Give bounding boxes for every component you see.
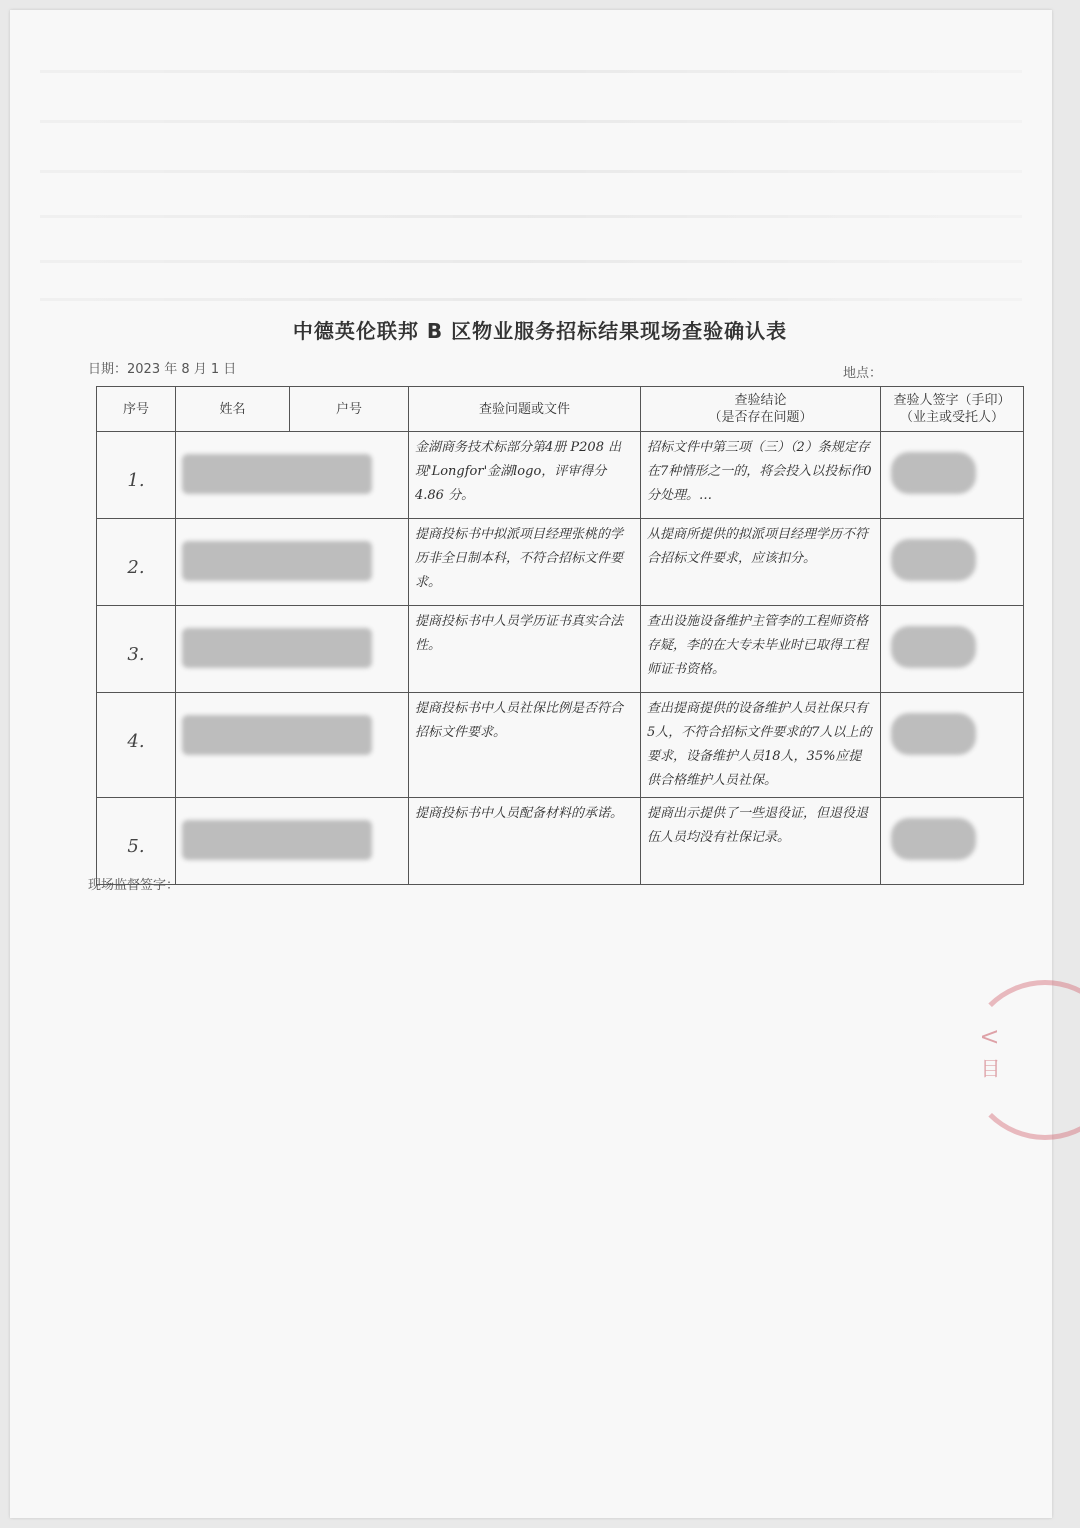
row-seq: 2. [127, 557, 145, 578]
date-label: 日期：2023 年 8 月 1 日 [88, 362, 237, 377]
row-conclusion: 招标文件中第三项（三）（2）条规定存在7种情形之一的，将会投入以投标作0分处理。… [647, 440, 872, 503]
header-issue: 查验问题或文件 [409, 387, 641, 432]
supervisor-signature-label: 现场监督签字： [88, 878, 180, 893]
header-seq: 序号 [97, 387, 176, 432]
location-label: 地点： [843, 366, 883, 381]
redacted-name [182, 715, 372, 755]
table-row [97, 432, 1024, 519]
row-seq: 1. [127, 470, 145, 491]
redacted-name [182, 541, 372, 581]
document-title: 中德英伦联邦 B 区物业服务招标结果现场查验确认表 [292, 319, 788, 343]
header-signer [881, 387, 1024, 432]
redacted-signature [891, 713, 976, 755]
row-issue: 提商投标书中人员配备材料的承诺。 [415, 806, 624, 821]
header-conclusion-line2: （是否存在问题） [708, 410, 813, 425]
header-name: 姓名 [176, 387, 290, 432]
table-row [97, 519, 1024, 606]
header-household: 户号 [290, 387, 409, 432]
redacted-signature [891, 539, 976, 581]
header-signer-line1: 查验人签字（手印） [893, 393, 1011, 408]
header-signer-line2: （业主或受托人） [899, 410, 1004, 425]
row-issue: 金湖商务技术标部分第4册 P208 出现'Longfor'金湖logo，评审得分 4.86 分。 [415, 440, 622, 503]
row-conclusion: 查出设施设备维护主管李的工程师资格存疑，李的在大专未毕业时已取得工程师证书资格。 [647, 614, 869, 677]
row-issue: 提商投标书中人员学历证书真实合法性。 [415, 614, 624, 653]
redacted-signature [891, 818, 976, 860]
redacted-signature [891, 452, 976, 494]
row-seq: 4. [127, 731, 145, 752]
redacted-name [182, 628, 372, 668]
row-issue: 提商投标书中拟派项目经理张桃的学历非全日制本科，不符合招标文件要求。 [415, 527, 624, 590]
table-row [97, 798, 1024, 885]
row-seq: 3. [127, 644, 145, 665]
redacted-name [182, 454, 372, 494]
header-conclusion-line1: 查验结论 [734, 393, 787, 408]
inspection-table [96, 386, 1024, 885]
row-conclusion: 查出提商提供的设备维护人员社保只有5人，不符合招标文件要求的7人以上的要求，设备维护人员18人，35%应提供合格维护人员社保。 [647, 701, 872, 788]
row-conclusion: 提商出示提供了一些退役证，但退役退伍人员均没有社保记录。 [647, 806, 869, 845]
row-conclusion: 从提商所提供的拟派项目经理学历不符合招标文件要求，应该扣分。 [647, 527, 869, 566]
header-conclusion [641, 387, 881, 432]
table-row [97, 693, 1024, 798]
row-seq: 5. [127, 836, 145, 857]
redacted-signature [891, 626, 976, 668]
redacted-name [182, 820, 372, 860]
table-header-row [97, 387, 1024, 432]
table-row [97, 606, 1024, 693]
seal-text: V 目 [977, 1030, 1001, 1083]
row-issue: 提商投标书中人员社保比例是否符合招标文件要求。 [415, 701, 624, 740]
